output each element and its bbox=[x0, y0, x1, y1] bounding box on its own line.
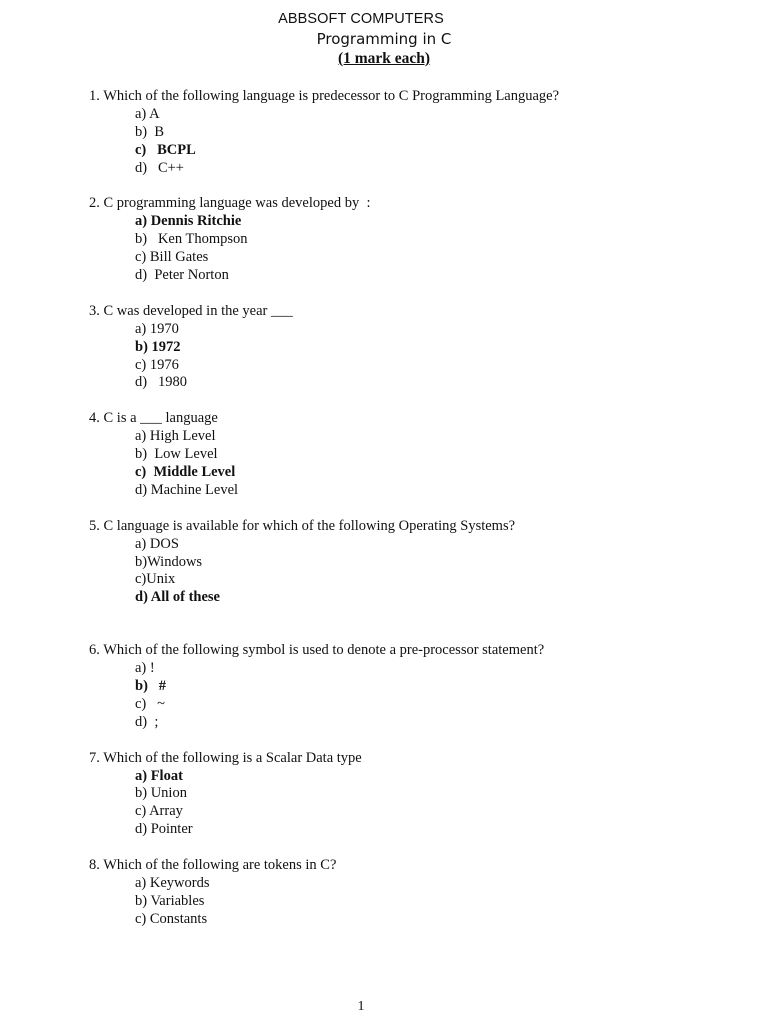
option-b: b) B bbox=[135, 123, 164, 140]
option-a: a) DOS bbox=[135, 535, 179, 552]
option-c: c) Bill Gates bbox=[135, 249, 209, 266]
option-c-correct: c) BCPL bbox=[135, 141, 196, 158]
question-5 bbox=[89, 518, 729, 608]
option-d: d) Machine Level bbox=[135, 481, 239, 498]
question-text: 6. Which of the following symbol is used to denote a pre-processor statement? bbox=[89, 642, 545, 659]
option-b: b) Union bbox=[135, 785, 187, 802]
question-2 bbox=[89, 195, 729, 285]
question-8 bbox=[89, 857, 729, 929]
document-title: Programming in C bbox=[316, 30, 452, 48]
option-a: a) ! bbox=[135, 660, 155, 677]
question-text: 7. Which of the following is a Scalar Data type bbox=[89, 749, 362, 766]
option-b-correct: b) 1972 bbox=[135, 338, 181, 355]
option-d: d) Pointer bbox=[135, 821, 193, 838]
option-c-correct: c) Middle Level bbox=[135, 463, 236, 480]
question-list bbox=[89, 88, 729, 947]
option-d: d) 1980 bbox=[135, 374, 187, 391]
option-a-correct: a) Float bbox=[135, 767, 183, 784]
option-a: a) Keywords bbox=[135, 874, 210, 891]
option-c: c) Array bbox=[135, 803, 183, 820]
option-d: d) ; bbox=[135, 713, 159, 730]
question-text: 5. C language is available for which of the following Operating Systems? bbox=[89, 517, 516, 534]
option-a: a) High Level bbox=[135, 428, 216, 445]
page-number: 1 bbox=[357, 999, 365, 1014]
option-b-correct: b) # bbox=[135, 678, 167, 695]
option-c: c)Unix bbox=[135, 571, 176, 588]
question-7 bbox=[89, 750, 729, 840]
question-4 bbox=[89, 410, 729, 500]
option-b: b)Windows bbox=[135, 553, 203, 570]
question-text: 2. C programming language was developed by : bbox=[89, 195, 371, 212]
option-c: c) ~ bbox=[135, 695, 165, 712]
option-a: a) 1970 bbox=[135, 320, 179, 337]
question-text: 3. C was developed in the year ___ bbox=[89, 302, 293, 319]
option-c: c) Constants bbox=[135, 910, 208, 927]
option-a: a) A bbox=[135, 105, 160, 122]
question-text: 1. Which of the following language is predecessor to C Programming Language? bbox=[89, 88, 560, 104]
question-text: 8. Which of the following are tokens in C? bbox=[89, 857, 337, 874]
option-b: b) Low Level bbox=[135, 446, 218, 463]
option-b: b) Variables bbox=[135, 892, 205, 909]
question-6 bbox=[89, 642, 729, 732]
company-name: ABBSOFT COMPUTERS bbox=[278, 11, 444, 27]
question-text: 4. C is a ___ language bbox=[89, 410, 218, 427]
question-1 bbox=[89, 88, 729, 178]
option-d: d) Peter Norton bbox=[135, 267, 229, 284]
option-b: b) Ken Thompson bbox=[135, 231, 248, 248]
marks-note: (1 mark each) bbox=[337, 50, 431, 67]
option-d: d) C++ bbox=[135, 159, 184, 176]
option-a-correct: a) Dennis Ritchie bbox=[135, 213, 242, 230]
question-3 bbox=[89, 303, 729, 393]
option-c: c) 1976 bbox=[135, 356, 179, 373]
option-d-correct: d) All of these bbox=[135, 589, 220, 606]
